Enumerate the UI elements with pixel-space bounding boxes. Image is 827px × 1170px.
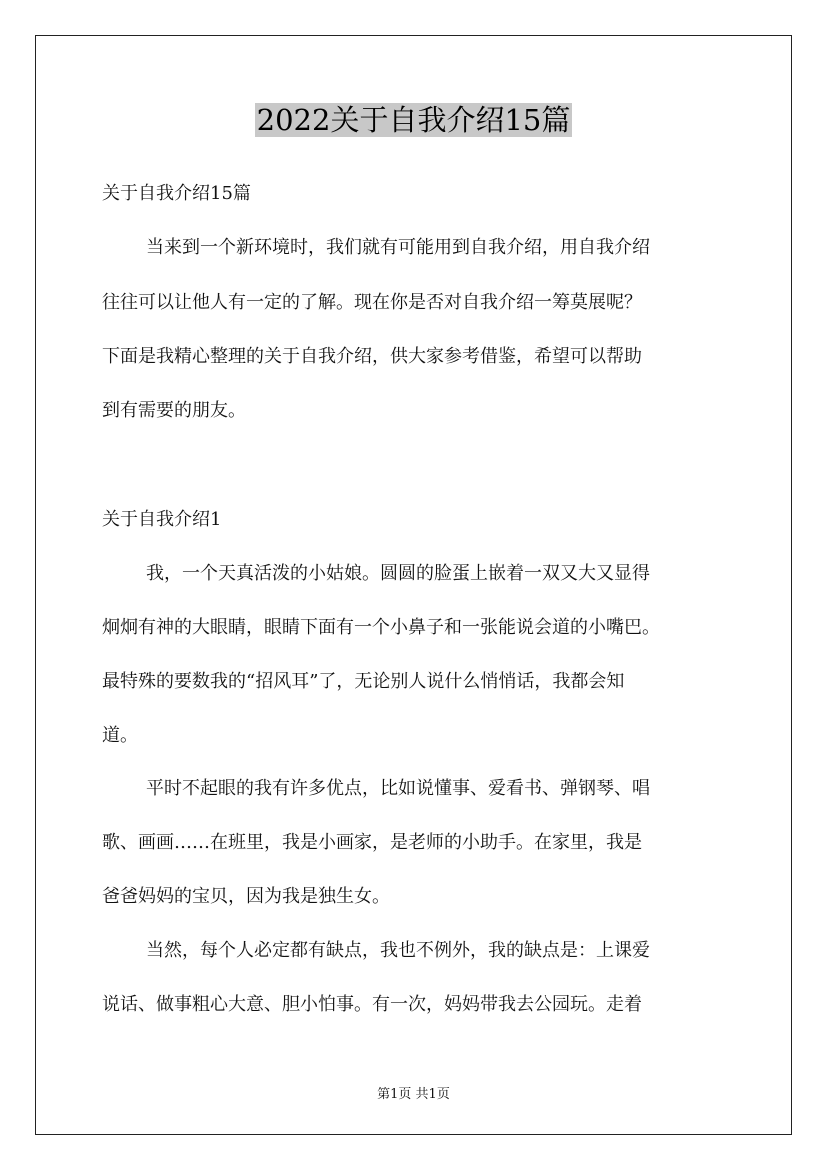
paragraph-line: 道。 xyxy=(102,725,138,746)
paragraph-line: 我，一个天真活泼的小姑娘。圆圆的脸蛋上嵌着一双又大又显得 xyxy=(146,563,650,584)
paragraph-line: 最特殊的要数我的“招风耳”了，无论别人说什么悄悄话，我都会知 xyxy=(102,671,625,692)
paragraph-line: 往往可以让他人有一定的了解。现在你是否对自我介绍一筹莫展呢？ xyxy=(102,292,642,313)
page-footer: 第1页 共1页 xyxy=(377,1087,450,1102)
paragraph-line: 歌、画画……在班里，我是小画家，是老师的小助手。在家里，我是 xyxy=(102,832,642,853)
section-heading: 关于自我介绍15篇 xyxy=(102,183,251,204)
paragraph-line: 炯炯有神的大眼睛，眼睛下面有一个小鼻子和一张能说会道的小嘴巴。 xyxy=(102,617,660,638)
paragraph-line: 说话、做事粗心大意、胆小怕事。有一次，妈妈带我去公园玩。走着 xyxy=(102,994,642,1015)
paragraph-line: 下面是我精心整理的关于自我介绍，供大家参考借鉴，希望可以帮助 xyxy=(102,346,642,367)
section-heading: 关于自我介绍1 xyxy=(102,509,222,530)
document-title: 2022关于自我介绍15篇 xyxy=(256,103,571,137)
paragraph-line: 当然，每个人必定都有缺点，我也不例外，我的缺点是：上课爱 xyxy=(146,940,650,961)
paragraph-line: 到有需要的朋友。 xyxy=(102,400,246,421)
paragraph-line: 平时不起眼的我有许多优点，比如说懂事、爱看书、弹钢琴、唱 xyxy=(146,778,650,799)
paragraph-line: 当来到一个新环境时，我们就有可能用到自我介绍，用自我介绍 xyxy=(146,237,650,258)
paragraph-line: 爸爸妈妈的宝贝，因为我是独生女。 xyxy=(102,886,390,907)
